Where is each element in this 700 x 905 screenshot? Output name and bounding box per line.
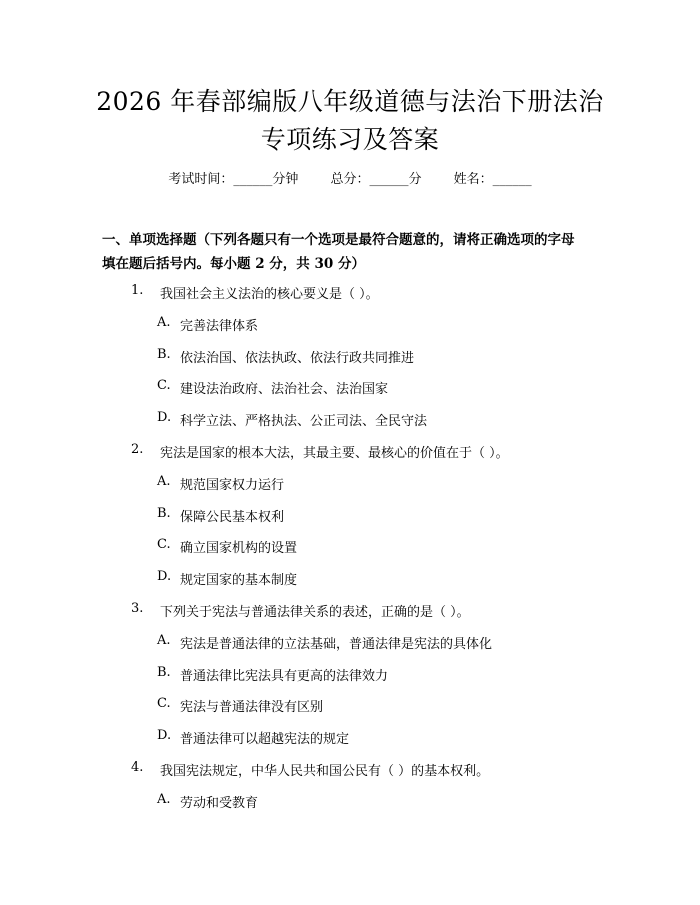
document-title xyxy=(40,83,660,159)
question-text: 宪法是国家的根本大法，其最主要、最核心的价值在于（ ）。 xyxy=(160,446,509,461)
option-letter: C. xyxy=(157,378,171,393)
question-text: 下列关于宪法与普通法律关系的表述，正确的是（ ）。 xyxy=(160,605,470,620)
option-letter: A. xyxy=(157,792,171,807)
option-letter: D. xyxy=(157,410,172,425)
option-letter: B. xyxy=(157,665,171,680)
option-text: 保障公民基本权利 xyxy=(180,510,285,525)
question-number: 4. xyxy=(131,760,144,775)
option-text: 规定国家的基本制度 xyxy=(180,573,298,588)
total-score-field: 总分：______分 xyxy=(330,172,422,187)
option-letter: B. xyxy=(157,347,171,362)
section-heading: 一、单项选择题（下列各题只有一个选项是最符合题意的，请将正确选项的字母 填在题后括号内。每小题 2 分，共 30 分） xyxy=(102,232,575,272)
option-text: 宪法是普通法律的立法基础，普通法律是宪法的具体化 xyxy=(180,637,493,652)
option-text: 宪法与普通法律没有区别 xyxy=(180,700,324,715)
option-letter: A. xyxy=(157,474,171,489)
option-text: 科学立法、严格执法、公正司法、全民守法 xyxy=(180,414,428,429)
option-letter: C. xyxy=(157,537,171,552)
option-text: 劳动和受教育 xyxy=(180,796,259,811)
option-letter: C. xyxy=(157,696,171,711)
option-letter: D. xyxy=(157,569,172,584)
student-name-field: 姓名：______ xyxy=(453,172,532,187)
option-text: 规范国家权力运行 xyxy=(180,478,285,493)
option-letter: A. xyxy=(157,315,171,330)
question-text: 我国宪法规定，中华人民共和国公民有（ ）的基本权利。 xyxy=(160,764,490,779)
option-text: 依法治国、依法执政、依法行政共同推进 xyxy=(180,351,415,366)
question-number: 3. xyxy=(131,601,144,616)
question-text: 我国社会主义法治的核心要义是（ ）。 xyxy=(160,287,379,302)
exam-info-line xyxy=(0,168,700,187)
option-text: 建设法治政府、法治社会、法治国家 xyxy=(180,382,389,397)
exam-time-field: 考试时间：______分钟 xyxy=(168,172,299,187)
title-line-1: 2026 年春部编版八年级道德与法治下册法治 xyxy=(96,87,604,116)
title-line-2: 专项练习及答案 xyxy=(260,125,440,154)
option-text: 完善法律体系 xyxy=(180,319,259,334)
option-letter: D. xyxy=(157,728,172,743)
option-text: 确立国家机构的设置 xyxy=(180,541,298,556)
question-number: 2. xyxy=(131,442,144,457)
option-text: 普通法律可以超越宪法的规定 xyxy=(180,732,350,747)
question-number: 1. xyxy=(131,283,144,298)
option-letter: B. xyxy=(157,506,171,521)
option-letter: A. xyxy=(157,633,171,648)
option-text: 普通法律比宪法具有更高的法律效力 xyxy=(180,669,389,684)
